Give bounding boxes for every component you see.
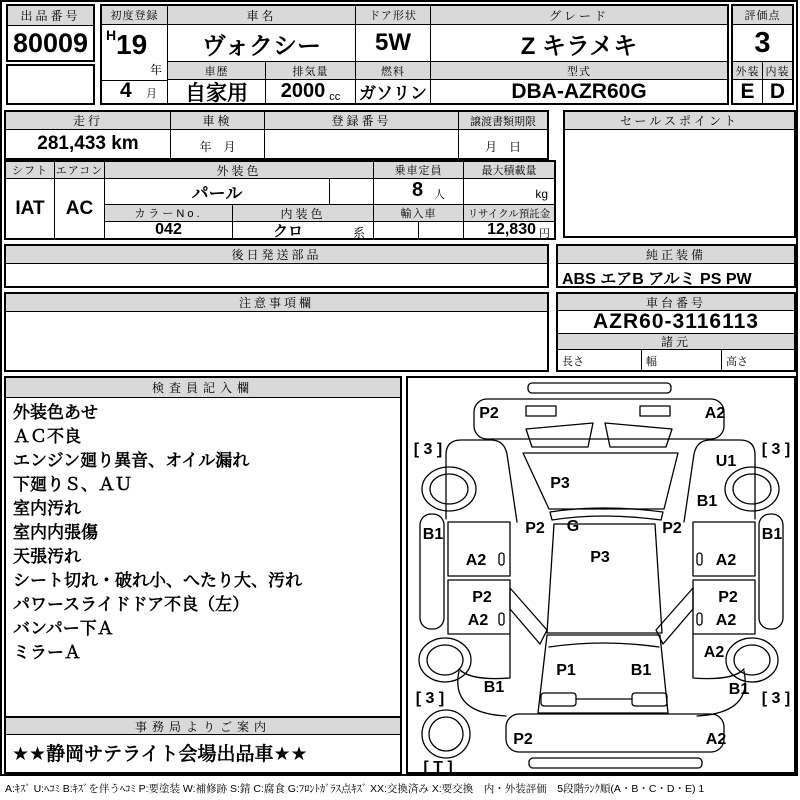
inspector-note-line: 室内汚れ (13, 499, 81, 518)
score-box (731, 4, 794, 105)
recycle-deposit-value: 12,830 (487, 221, 536, 238)
chassis-box (556, 292, 796, 372)
damage-code-label: P2 (525, 520, 545, 537)
damage-code-label: [ 3 ] (415, 690, 445, 707)
transfer-docs-value: 月 日 (484, 140, 521, 154)
legend-line: A:ｷｽﾞ U:ﾍｺﾐ B:ｷｽﾞを伴うﾍｺﾐ P:要塗装 W:補修跡 S:錆 C:腐食 G:ﾌﾛﾝﾄｶﾞﾗｽ点ｷｽﾞ XX:交換済み X:要交換 内・外装評価 5段階ﾗﾝｸ順(A・B・C・D・E) 1 (5, 783, 705, 795)
damage-code-label: A2 (467, 612, 489, 629)
reg-number-label: 登録番号 (265, 112, 459, 130)
displacement-label: 排気量 (266, 62, 356, 80)
inspector-note-line: ＡＣ不良 (13, 427, 81, 446)
score-value: 3 (733, 25, 792, 62)
damage-code-label: A2 (715, 612, 737, 629)
shaken-value: 年 月 (171, 130, 265, 158)
spec-label: 諸元 (558, 334, 794, 350)
import-cell-2 (419, 222, 464, 238)
max-load-label: 最大積載量 (464, 162, 554, 179)
damage-code-label: [ 3 ] (413, 441, 443, 458)
damage-code-label: U1 (715, 453, 737, 470)
first-reg-label: 初度登録 (102, 6, 168, 25)
equipment-label: 純正装備 (558, 246, 794, 264)
sales-point-box (563, 110, 796, 238)
interior-grade-value: D (769, 79, 786, 103)
mileage-value: 281,433 km (6, 130, 171, 158)
cautions-box (4, 292, 549, 372)
displacement-value: 2000 (280, 80, 326, 102)
first-reg-year: 19 (116, 29, 148, 60)
damage-code-label: B1 (630, 662, 652, 679)
car-damage-diagram (406, 376, 796, 774)
inspector-note-line: 室内内張傷 (13, 523, 98, 542)
history-value: 自家用 (168, 80, 266, 103)
damage-code-label: P2 (479, 405, 499, 422)
inspector-note-line: パワースライドドア不良（左） (13, 595, 250, 614)
damage-code-label: A2 (715, 552, 737, 569)
damage-code-label: B1 (728, 681, 750, 698)
shift-label: シフト (6, 162, 55, 179)
shaken-label: 車検 (171, 112, 265, 130)
office-box (4, 718, 402, 774)
color-no-label: カラーNo. (105, 205, 233, 222)
spec-length-cell (558, 350, 642, 370)
first-reg-month-cell (102, 81, 168, 103)
model-code-label: 型式 (431, 62, 727, 80)
damage-code-label: A2 (704, 405, 726, 422)
damage-code-label: P2 (718, 589, 738, 606)
damage-code-label: A2 (703, 644, 725, 661)
damage-code-label: P3 (550, 475, 570, 492)
spec-width-label: 幅 (646, 356, 657, 368)
inspector-note-line: ミラーＡ (13, 643, 81, 662)
inspector-note-line: 下廻りＳ、ＡＵ (13, 475, 132, 494)
auction-number-box (6, 4, 95, 62)
shift-value: IAT (6, 179, 55, 238)
capacity-value: 8 (412, 179, 424, 201)
damage-code-label: P2 (513, 731, 533, 748)
door-shape-label: ドア形状 (356, 6, 431, 25)
car-name-value: ヴォクシー (168, 25, 356, 62)
aircon-value: AC (55, 179, 105, 238)
mileage-table (4, 110, 549, 160)
interior-color-cell (233, 222, 374, 238)
later-parts-label: 後日発送部品 (6, 246, 547, 264)
damage-code-label: B1 (422, 526, 444, 543)
damage-code-label: B1 (483, 679, 505, 696)
history-label: 車歴 (168, 62, 266, 80)
grade-label: グレード (431, 6, 727, 25)
damage-code-label: B1 (696, 493, 718, 510)
interior-color-value: クロ (272, 222, 303, 240)
damage-code-label: A2 (705, 731, 727, 748)
inspector-box (4, 376, 402, 718)
first-reg-month-unit: 月 (146, 88, 157, 100)
office-message: ★★静岡サテライト会場出品車★★ (12, 744, 308, 765)
fuel-label: 燃料 (356, 62, 431, 80)
later-parts-box (4, 244, 549, 288)
recycle-deposit-label: リサイクル預託金 (464, 205, 554, 222)
max-load-cell (464, 179, 554, 205)
import-cell-1 (374, 222, 419, 238)
max-load-unit: kg (535, 187, 548, 201)
exterior-color-value: パール (105, 179, 330, 205)
inspector-note-line: エンジン廻り異音、オイル漏れ (13, 451, 250, 470)
damage-code-label: G (566, 518, 580, 535)
aircon-label: エアコン (55, 162, 105, 179)
recycle-deposit-unit: 円 (539, 228, 550, 240)
damage-code-label: [ T ] (423, 759, 453, 776)
damage-code-layer (408, 378, 794, 776)
inspector-note-line: 外装色あせ (13, 403, 98, 422)
damage-code-label: P1 (556, 662, 576, 679)
spec-width-cell (642, 350, 722, 370)
first-reg-year-unit: 年 (149, 63, 162, 77)
spec-height-cell (722, 350, 794, 370)
score-label: 評価点 (733, 6, 792, 25)
auction-number-label: 出品番号 (8, 6, 93, 26)
exterior-grade-value: E (733, 80, 763, 103)
model-code-value: DBA-AZR60G (511, 79, 647, 103)
capacity-label: 乗車定員 (374, 162, 464, 179)
chassis-value: AZR60-3116113 (558, 311, 794, 334)
damage-code-label: P3 (590, 549, 610, 566)
inspector-note-line: シート切れ・破れ小、へたり大、汚れ (13, 571, 302, 590)
auction-number-value: 80009 (12, 27, 89, 58)
spec-length-label: 長さ (562, 356, 584, 368)
interior-grade-label: 内装 (763, 62, 792, 80)
inspector-notes-list (13, 401, 397, 713)
damage-code-label: [ 3 ] (761, 441, 791, 458)
inspector-note-line: バンパー下Ａ (13, 619, 114, 638)
chassis-label: 車台番号 (558, 294, 794, 311)
exterior-color-extra-cell (330, 179, 374, 205)
cautions-label: 注意事項欄 (6, 294, 547, 312)
sales-point-label: セールスポイント (565, 112, 794, 130)
inspector-note-line: 天張汚れ (13, 547, 81, 566)
auction-number-empty-box (6, 64, 95, 105)
recycle-deposit-cell (464, 222, 554, 238)
fuel-value: ガソリン (356, 80, 431, 103)
import-label: 輸入車 (374, 205, 464, 222)
transfer-docs-label: 譲渡書類期限 (459, 112, 547, 130)
damage-code-label: B1 (761, 526, 783, 543)
damage-code-label: P2 (472, 589, 492, 606)
first-reg-value (102, 25, 168, 81)
exterior-grade-label: 外装 (733, 62, 763, 80)
inspector-title: 検査員記入欄 (6, 378, 400, 398)
car-name-label: 車名 (168, 6, 356, 25)
interior-color-label: 内装色 (233, 205, 374, 222)
exterior-color-label: 外装色 (105, 162, 374, 179)
grade-value: Z キラメキ (431, 25, 727, 62)
vehicle-header-table (100, 4, 729, 105)
capacity-cell (374, 179, 464, 205)
spec-height-label: 高さ (726, 356, 748, 368)
displacement-unit: cc (329, 91, 341, 103)
damage-code-label: [ 3 ] (761, 690, 791, 707)
first-reg-month: 4 (120, 79, 132, 102)
capacity-unit: 人 (434, 189, 445, 201)
damage-code-label: A2 (465, 552, 487, 569)
damage-code-label: P2 (662, 520, 682, 537)
displacement-cell (266, 80, 356, 103)
color-no-value: 042 (105, 222, 233, 238)
equipment-value: ABS エアB アルミ PS PW (562, 271, 752, 288)
reg-number-value (265, 130, 459, 158)
door-shape-value: 5W (356, 25, 431, 62)
first-reg-era: H (106, 27, 117, 43)
color-table (4, 160, 556, 240)
office-title: 事務局よりご案内 (6, 718, 400, 735)
equipment-box (556, 244, 796, 288)
interior-color-suffix: 系 (352, 226, 365, 240)
mileage-label: 走行 (6, 112, 171, 130)
